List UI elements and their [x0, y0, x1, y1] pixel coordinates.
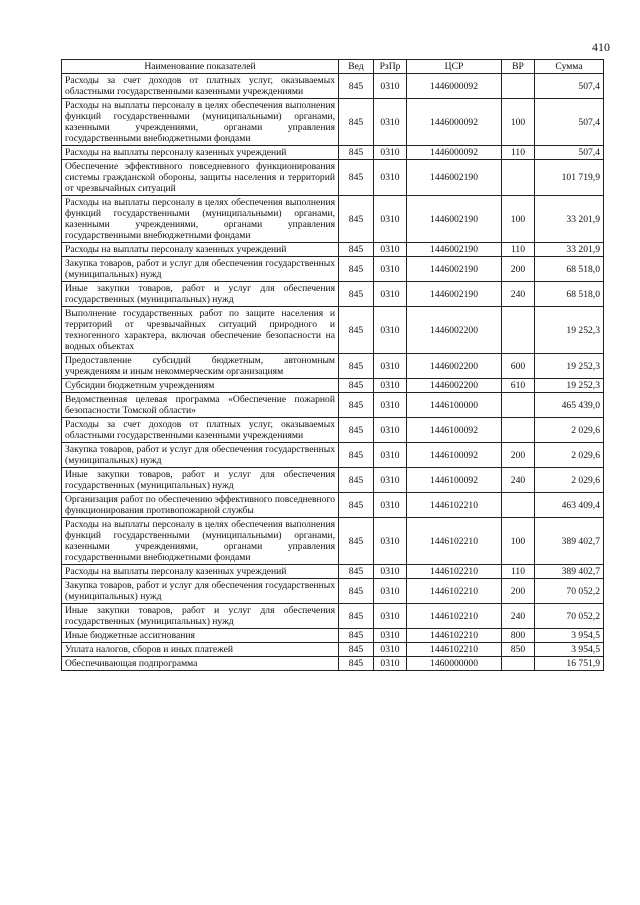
cell-csr: 1446102210	[407, 643, 502, 657]
cell-ved: 845	[339, 565, 374, 579]
table-row	[62, 354, 604, 379]
cell-csr: 1446002190	[407, 196, 502, 243]
table-row	[62, 146, 604, 160]
cell-ved: 845	[339, 629, 374, 643]
cell-name: Иные закупки товаров, работ и услуг для обеспечения государственных (муниципальных) нужд	[62, 468, 339, 493]
cell-ved: 845	[339, 243, 374, 257]
cell-vr	[502, 418, 535, 443]
table-row	[62, 418, 604, 443]
cell-ved: 845	[339, 307, 374, 354]
cell-rzpr: 0310	[374, 282, 407, 307]
cell-csr: 1446102210	[407, 604, 502, 629]
cell-ved: 845	[339, 74, 374, 99]
cell-ved: 845	[339, 493, 374, 518]
cell-rzpr: 0310	[374, 307, 407, 354]
table-row	[62, 468, 604, 493]
cell-csr: 1460000000	[407, 657, 502, 671]
cell-csr: 1446102210	[407, 629, 502, 643]
cell-name: Расходы за счет доходов от платных услуг, оказываемых областными государственными казенными учреждениями	[62, 74, 339, 99]
cell-rzpr: 0310	[374, 393, 407, 418]
cell-rzpr: 0310	[374, 493, 407, 518]
cell-vr	[502, 160, 535, 196]
cell-sum: 70 052,2	[535, 579, 604, 604]
cell-csr: 1446102210	[407, 493, 502, 518]
header-ved: Вед	[339, 60, 374, 74]
cell-vr: 240	[502, 468, 535, 493]
cell-vr	[502, 657, 535, 671]
cell-name: Иные закупки товаров, работ и услуг для обеспечения государственных (муниципальных) нужд	[62, 604, 339, 629]
header-vr: ВР	[502, 60, 535, 74]
table-row	[62, 307, 604, 354]
cell-ved: 845	[339, 146, 374, 160]
cell-sum: 507,4	[535, 146, 604, 160]
cell-name: Расходы за счет доходов от платных услуг, оказываемых областными государственными казенными учреждениями	[62, 418, 339, 443]
table-row	[62, 443, 604, 468]
cell-vr	[502, 74, 535, 99]
cell-rzpr: 0310	[374, 418, 407, 443]
cell-name: Обеспечивающая подпрограмма	[62, 657, 339, 671]
cell-csr: 1446002190	[407, 282, 502, 307]
table-row	[62, 393, 604, 418]
header-csr: ЦСР	[407, 60, 502, 74]
cell-csr: 1446000092	[407, 99, 502, 146]
cell-rzpr: 0310	[374, 257, 407, 282]
cell-rzpr: 0310	[374, 565, 407, 579]
cell-name: Выполнение государственных работ по защите населения и территорий от чрезвычайных ситуаций природного и техногенного характера, включая обеспечение безопасности на водных объектах	[62, 307, 339, 354]
cell-csr: 1446100092	[407, 468, 502, 493]
cell-sum: 2 029,6	[535, 418, 604, 443]
cell-name: Расходы на выплаты персоналу в целях обеспечения выполнения функций государственными (муниципальными) органами, казенными учреждениями, органами управления государственными внебюджетными фондами	[62, 518, 339, 565]
cell-sum: 70 052,2	[535, 604, 604, 629]
cell-vr	[502, 493, 535, 518]
cell-csr: 1446100092	[407, 418, 502, 443]
cell-name: Иные закупки товаров, работ и услуг для обеспечения государственных (муниципальных) нужд	[62, 282, 339, 307]
cell-csr: 1446102210	[407, 518, 502, 565]
cell-name: Предоставление субсидий бюджетным, автономным учреждениям и иным некоммерческим организациям	[62, 354, 339, 379]
cell-vr: 240	[502, 282, 535, 307]
cell-vr: 800	[502, 629, 535, 643]
cell-csr: 1446102210	[407, 565, 502, 579]
cell-ved: 845	[339, 443, 374, 468]
cell-sum: 19 252,3	[535, 379, 604, 393]
cell-csr: 1446002200	[407, 354, 502, 379]
cell-vr	[502, 307, 535, 354]
cell-sum: 507,4	[535, 74, 604, 99]
table-row	[62, 643, 604, 657]
page-number: 410	[592, 40, 610, 54]
cell-vr: 610	[502, 379, 535, 393]
table-row	[62, 257, 604, 282]
cell-name: Уплата налогов, сборов и иных платежей	[62, 643, 339, 657]
cell-ved: 845	[339, 657, 374, 671]
cell-rzpr: 0310	[374, 629, 407, 643]
table-row	[62, 99, 604, 146]
cell-rzpr: 0310	[374, 243, 407, 257]
cell-vr: 110	[502, 565, 535, 579]
cell-vr: 200	[502, 579, 535, 604]
table-row	[62, 282, 604, 307]
cell-ved: 845	[339, 643, 374, 657]
cell-rzpr: 0310	[374, 518, 407, 565]
table-row	[62, 604, 604, 629]
cell-name: Ведомственная целевая программа «Обеспечение пожарной безопасности Томской области»	[62, 393, 339, 418]
table-row	[62, 493, 604, 518]
cell-ved: 845	[339, 354, 374, 379]
cell-vr: 240	[502, 604, 535, 629]
cell-csr: 1446002200	[407, 379, 502, 393]
cell-rzpr: 0310	[374, 354, 407, 379]
cell-csr: 1446002200	[407, 307, 502, 354]
cell-vr: 850	[502, 643, 535, 657]
table-row	[62, 379, 604, 393]
cell-name: Организация работ по обеспечению эффективного повседневного функционирования противопожарной службы	[62, 493, 339, 518]
header-name: Наименование показателей	[62, 60, 339, 74]
cell-name: Закупка товаров, работ и услуг для обеспечения государственных (муниципальных) нужд	[62, 579, 339, 604]
cell-csr: 1446002190	[407, 243, 502, 257]
cell-rzpr: 0310	[374, 99, 407, 146]
cell-name: Иные бюджетные ассигнования	[62, 629, 339, 643]
cell-rzpr: 0310	[374, 443, 407, 468]
cell-vr: 600	[502, 354, 535, 379]
table-body	[62, 74, 604, 671]
cell-csr: 1446000092	[407, 146, 502, 160]
cell-name: Закупка товаров, работ и услуг для обеспечения государственных (муниципальных) нужд	[62, 443, 339, 468]
cell-sum: 19 252,3	[535, 354, 604, 379]
cell-name: Расходы на выплаты персоналу в целях обеспечения выполнения функций государственными (муниципальными) органами, казенными учреждениями, органами управления государственными внебюджетными фондами	[62, 99, 339, 146]
cell-sum: 101 719,9	[535, 160, 604, 196]
cell-sum: 389 402,7	[535, 565, 604, 579]
table-row	[62, 579, 604, 604]
cell-ved: 845	[339, 196, 374, 243]
cell-sum: 16 751,9	[535, 657, 604, 671]
table-row	[62, 160, 604, 196]
cell-ved: 845	[339, 257, 374, 282]
cell-vr	[502, 393, 535, 418]
cell-rzpr: 0310	[374, 379, 407, 393]
cell-rzpr: 0310	[374, 643, 407, 657]
cell-rzpr: 0310	[374, 74, 407, 99]
table-row	[62, 565, 604, 579]
table-row	[62, 74, 604, 99]
cell-ved: 845	[339, 99, 374, 146]
table-row	[62, 657, 604, 671]
cell-sum: 465 439,0	[535, 393, 604, 418]
header-sum: Сумма	[535, 60, 604, 74]
cell-csr: 1446002190	[407, 257, 502, 282]
cell-vr: 110	[502, 243, 535, 257]
cell-name: Расходы на выплаты персоналу в целях обеспечения выполнения функций государственными (муниципальными) органами, казенными учреждениями, органами управления государственными внебюджетными фондами	[62, 196, 339, 243]
cell-ved: 845	[339, 468, 374, 493]
cell-sum: 389 402,7	[535, 518, 604, 565]
cell-vr: 100	[502, 99, 535, 146]
cell-csr: 1446002190	[407, 160, 502, 196]
cell-name: Закупка товаров, работ и услуг для обеспечения государственных (муниципальных) нужд	[62, 257, 339, 282]
cell-ved: 845	[339, 393, 374, 418]
cell-rzpr: 0310	[374, 579, 407, 604]
cell-sum: 3 954,5	[535, 643, 604, 657]
budget-table	[61, 59, 604, 671]
cell-sum: 3 954,5	[535, 629, 604, 643]
cell-sum: 2 029,6	[535, 468, 604, 493]
table-header-row	[62, 60, 604, 74]
cell-vr: 110	[502, 146, 535, 160]
table-row	[62, 196, 604, 243]
cell-vr: 100	[502, 518, 535, 565]
cell-ved: 845	[339, 160, 374, 196]
cell-ved: 845	[339, 418, 374, 443]
cell-ved: 845	[339, 579, 374, 604]
cell-sum: 2 029,6	[535, 443, 604, 468]
cell-name: Расходы на выплаты персоналу казенных учреждений	[62, 146, 339, 160]
cell-csr: 1446102210	[407, 579, 502, 604]
cell-rzpr: 0310	[374, 604, 407, 629]
table-row	[62, 629, 604, 643]
cell-name: Расходы на выплаты персоналу казенных учреждений	[62, 565, 339, 579]
cell-sum: 507,4	[535, 99, 604, 146]
cell-sum: 33 201,9	[535, 196, 604, 243]
table-row	[62, 243, 604, 257]
cell-name: Обеспечение эффективного повседневного функционирования системы гражданской обороны, защиты населения и территорий от чрезвычайных ситуаций	[62, 160, 339, 196]
cell-csr: 1446000092	[407, 74, 502, 99]
cell-rzpr: 0310	[374, 196, 407, 243]
cell-name: Расходы на выплаты персоналу казенных учреждений	[62, 243, 339, 257]
cell-rzpr: 0310	[374, 146, 407, 160]
cell-vr: 100	[502, 196, 535, 243]
cell-sum: 463 409,4	[535, 493, 604, 518]
cell-rzpr: 0310	[374, 468, 407, 493]
table-row	[62, 518, 604, 565]
cell-name: Субсидии бюджетным учреждениям	[62, 379, 339, 393]
cell-ved: 845	[339, 282, 374, 307]
cell-sum: 19 252,3	[535, 307, 604, 354]
cell-rzpr: 0310	[374, 657, 407, 671]
cell-csr: 1446100000	[407, 393, 502, 418]
cell-vr: 200	[502, 443, 535, 468]
cell-ved: 845	[339, 379, 374, 393]
cell-rzpr: 0310	[374, 160, 407, 196]
cell-csr: 1446100092	[407, 443, 502, 468]
cell-ved: 845	[339, 518, 374, 565]
cell-sum: 68 518,0	[535, 257, 604, 282]
cell-sum: 33 201,9	[535, 243, 604, 257]
cell-vr: 200	[502, 257, 535, 282]
cell-sum: 68 518,0	[535, 282, 604, 307]
header-rzpr: РзПр	[374, 60, 407, 74]
cell-ved: 845	[339, 604, 374, 629]
